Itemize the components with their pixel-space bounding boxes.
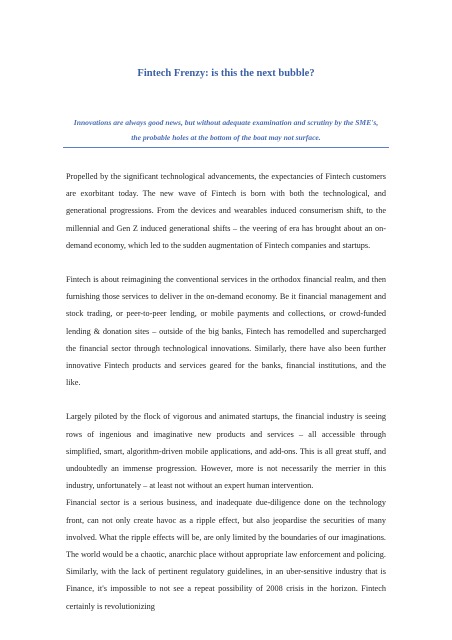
paragraph: Largely piloted by the flock of vigorous and animated startups, the financial industry is seeing rows of ingenious and imaginative new products and services – all accessible through simplified, smart, algorithm-driven mobile applications, and add-ons. This is all great stuff, and undoubtedly an immense progression. However, more is not necessarily the merrier in this industry, unfortunately – at least not without an expert human intervention. <box>66 412 386 491</box>
document-body <box>66 168 386 632</box>
document-title: Fintech Frenzy: is this the next bubble? <box>137 68 315 79</box>
title-divider <box>63 147 389 148</box>
document-subtitle: Innovations are always good news, but without adequate examination and scrutiny by the SME's, the probable holes at the bottom of the boat may not surface. <box>73 118 379 142</box>
paragraph: Fintech is about reimagining the conventional services in the orthodox financial realm, and then furnishing those services to deliver in the on-demand economy. Be it financial management and stock trading, or peer-to-peer lending, or mobile payments and collections, or crowd-funded lending & donation sites – outside of the big banks, Fintech has remodelled and supercharged the financial sector through technological innovations. Similarly, there have also been further innovative Fintech products and services geared for the banks, financial institutions, and the like. <box>66 275 386 388</box>
paragraph: Propelled by the significant technological advancements, the expectancies of Fintech customers are exorbitant today. The new wave of Fintech is born with both the technological, and generational progressions. From the devices and wearables induced consumerism shift, to the millennial and Gen Z induced generational shifts – the veering of era has brought about an on-demand economy, which led to the sudden augmentation of Fintech companies and startups. <box>66 172 386 250</box>
paragraph: Financial sector is a serious business, and inadequate due-diligence done on the technology front, can not only create havoc as a ripple effect, but also jeopardise the securities of many involved. What the ripple effects will be, are only limited by the boundaries of our imaginations. The world would be a chaotic, anarchic place without appropriate law enforcement and policing. Similarly, with the lack of pertinent regulatory guidelines, in an uber-sensitive industry that is Finance, it's impossible to not see a repeat possibility of 2008 crisis in the horizon. Fintech certainly is revolutionizing <box>66 498 386 611</box>
